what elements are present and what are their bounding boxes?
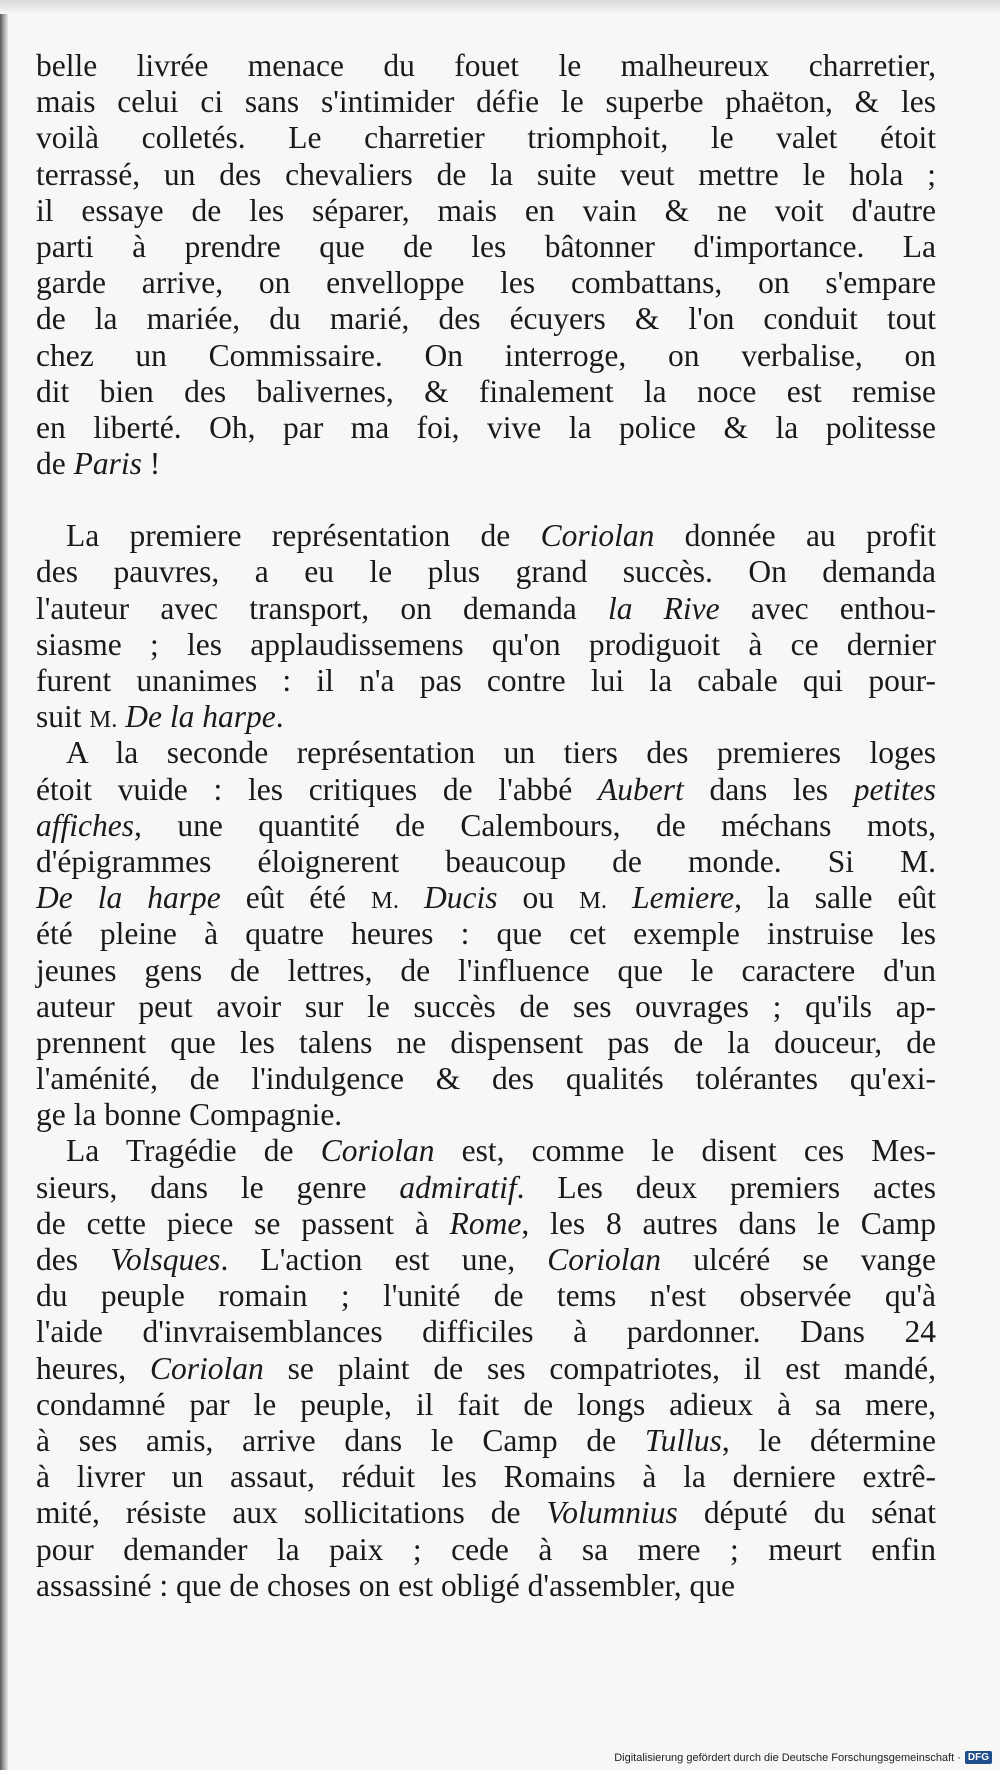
text-line: De la harpe eût été M. Ducis ou M. Lemiere, la salle eût [36,880,937,916]
text-line: condamné par le peuple, il fait de longs adieux à sa mere, [36,1386,936,1422]
text-line: suit M. De la harpe. [36,699,284,735]
text-line: à ses amis, arrive dans le Camp de Tullus, le détermine [36,1422,936,1458]
text-line: mais celui ci sans s'intimider défie le superbe phaëton, & les [36,84,936,120]
text-line: belle livrée menace du fouet le malheureux charretier, [36,48,936,83]
text-line: en liberté. Oh, par ma foi, vive la police & la politesse [36,409,936,445]
text-line: de Paris ! [36,446,161,482]
text-line: garde arrive, on envelloppe les combattans, on s'empare [36,265,936,301]
credit-text: Digitalisierung gefördert durch die Deutsche Forschungsgemeinschaft · [614,1751,961,1764]
text-line: de la mariée, du marié, des écuyers & l'on conduit tout [36,301,936,337]
paragraph-gap [36,482,936,518]
text-line: l'auteur avec transport, on demanda la Rive avec enthou- [36,590,936,626]
text-line: l'aménité, de l'indulgence & des qualités tolérantes qu'exi- [36,1061,936,1097]
text-line: pour demander la paix ; cede à sa mere ; meurt enfin [36,1531,936,1567]
page-top-edge [0,0,1000,14]
page-text-body [36,48,936,1604]
text-line: été pleine à quatre heures : que cet exemple instruise les [36,916,936,952]
text-line: siasme ; les applaudissemens qu'on prodiguoit à ce dernier [36,626,936,662]
text-line: La Tragédie de Coriolan est, comme le disent ces Mes- [66,1133,936,1169]
text-line: étoit vuide : les critiques de l'abbé Aubert dans les petites [36,771,936,807]
digitization-credit [614,1751,992,1764]
text-line: jeunes gens de lettres, de l'influence que le caractere d'un [36,952,936,988]
text-line: parti à prendre que de les bâtonner d'importance. La [36,228,936,264]
text-line: dit bien des balivernes, & finalement la noce est remise [36,373,936,409]
text-line: l'aide d'invraisemblances difficiles à pardonner. Dans 24 [36,1314,936,1350]
text-line: sieurs, dans le genre admiratif. Les deux premiers actes [36,1169,936,1205]
dfg-logo-icon: DFG [965,1751,992,1764]
text-line: affiches, une quantité de Calembours, de méchans mots, [36,807,936,843]
text-line: voilà colletés. Le charretier triomphoit, le valet étoit [36,120,936,156]
text-line: A la seconde représentation un tiers des premieres loges [66,735,936,771]
text-line: prennent que les talens ne dispensent pas de la douceur, de [36,1024,936,1060]
text-line: à livrer un assaut, réduit les Romains à la derniere extrê- [36,1459,936,1495]
text-line: furent unanimes : il n'a pas contre lui la cabale qui pour- [36,663,936,698]
text-line: assassiné : que de choses on est obligé d'assembler, que [36,1567,735,1603]
text-line: La premiere représentation de Coriolan donnée au profit [66,518,936,554]
text-line: d'épigrammes éloignerent beaucoup de monde. Si M. [36,843,936,879]
text-line: il essaye de les séparer, mais en vain & ne voit d'autre [36,192,936,228]
text-line: de cette piece se passent à Rome, les 8 autres dans le Camp [36,1205,937,1241]
text-line: mité, résiste aux sollicitations de Volumnius député du sénat [36,1495,936,1531]
text-line: chez un Commissaire. On interroge, on verbalise, on [36,337,936,373]
text-line: auteur peut avoir sur le succès de ses ouvrages ; qu'ils ap- [36,988,936,1024]
page-binding-edge [0,0,8,1770]
text-line: heures, Coriolan se plaint de ses compatriotes, il est mandé, [36,1350,936,1386]
text-line: du peuple romain ; l'unité de tems n'est observée qu'à [36,1278,936,1314]
text-line: ge la bonne Compagnie. [36,1097,343,1133]
text-line: des pauvres, a eu le plus grand succès. On demanda [36,554,936,590]
text-line: terrassé, un des chevaliers de la suite veut mettre le hola ; [36,156,936,192]
text-line: des Volsques. L'action est une, Coriolan ulcéré se vange [36,1242,937,1277]
